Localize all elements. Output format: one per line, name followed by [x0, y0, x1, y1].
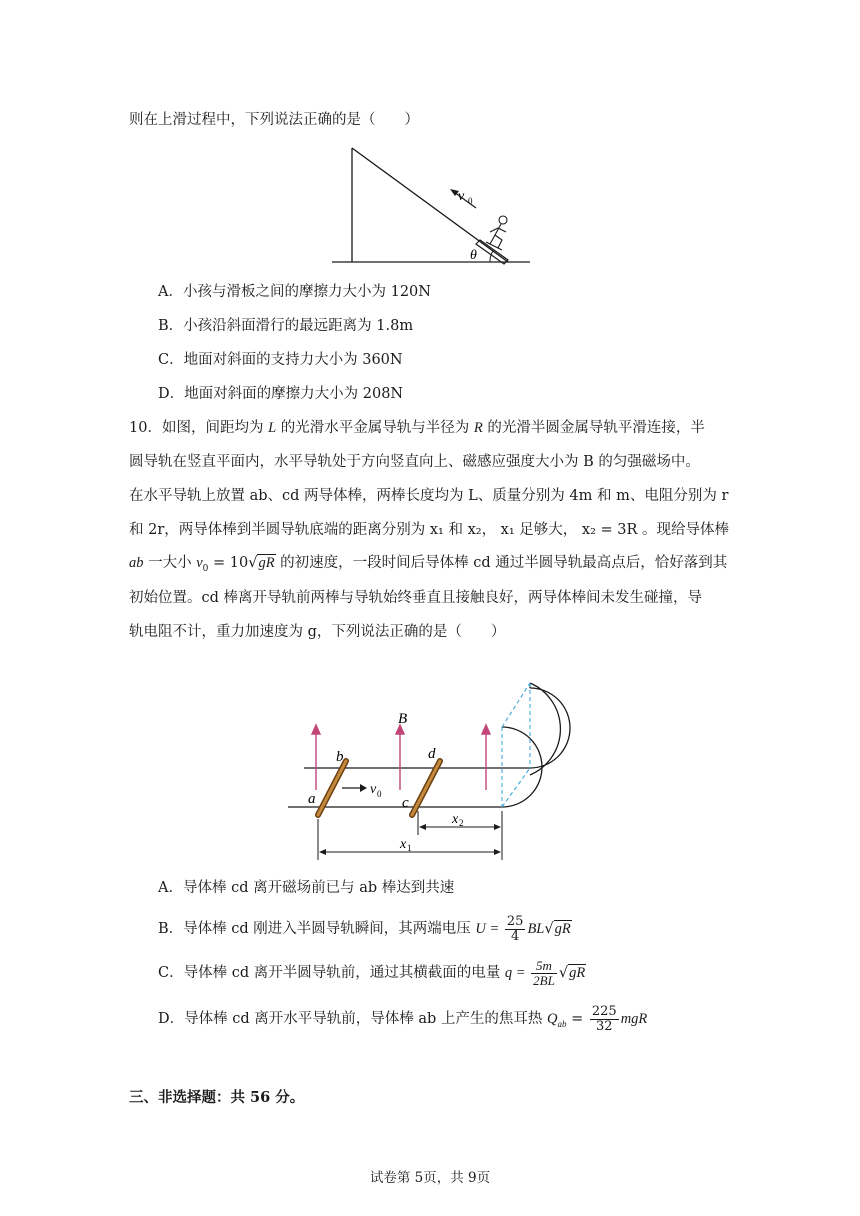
q10-line-4: 和 2r，两导体棒到半圆导轨底端的距离分别为 x₁ 和 x₂， x₁ 足够大， x₂ = 3R 。现给导体棒: [129, 522, 729, 538]
q10-line-6: 初始位置。cd 棒离开导轨前两棒与导轨始终垂直且接触良好，两导体棒间未发生碰撞，导: [129, 590, 703, 606]
section-3-heading: 三、非选择题：共 56 分。: [129, 1089, 305, 1106]
x1-sub: 1: [407, 843, 412, 853]
q10-line-3: 在水平导轨上放置 ab、cd 两导体棒，两棒长度均为 L、质量分别为 4m 和 m、电阻分别为 r: [129, 488, 729, 504]
q9-option-d: D．地面对斜面的摩擦力大小为 208N: [158, 386, 404, 402]
b-field-label: B: [398, 711, 408, 727]
q9-option-c: C．地面对斜面的支持力大小为 360N: [158, 352, 403, 368]
rail-figure: [280, 665, 610, 860]
x2-label: x: [452, 812, 459, 827]
theta-label: θ: [470, 248, 477, 263]
label-d: d: [428, 746, 436, 762]
v0-label: v: [458, 189, 465, 204]
q10-option-c: C．导体棒 cd 离开半圆导轨前，通过其横截面的电量 q = $\frac{5m}{2BL}$ √gR: [158, 957, 586, 988]
fig-v0-label: v: [370, 782, 377, 797]
x1-label: x: [400, 837, 407, 852]
q10-option-a: A．导体棒 cd 离开磁场前已与 ab 棒达到共速: [158, 880, 455, 896]
q10-option-d: D．导体棒 cd 离开水平导轨前，导体棒 ab 上产生的焦耳热 $Q_{ab}$ = $\frac{225}{32}$ mgR: [158, 1003, 648, 1034]
label-b: b: [336, 749, 344, 765]
q9-option-a: A．小孩与滑板之间的摩擦力大小为 120N: [158, 284, 431, 300]
q9-option-b: B．小孩沿斜面滑行的最远距离为 1.8m: [158, 318, 414, 334]
q10-line-5: ab 一大小 $v_0 = 10√gR$ 的初速度，一段时间后导体棒 cd 通过半圆导轨最高点后，恰好落到其: [129, 555, 728, 574]
q10-option-b: B．导体棒 cd 刚进入半圆导轨瞬间，其两端电压 U = $\frac{25}{4}$ BL√gR: [158, 913, 571, 944]
v0-sub: 0: [468, 196, 473, 206]
label-c: c: [402, 795, 409, 811]
q10-line-2: 圆导轨在竖直平面内，水平导轨处于方向竖直向上、磁感应强度大小为 B 的匀强磁场中。: [129, 454, 700, 470]
fig-v0-sub: 0: [377, 789, 382, 799]
page-footer: 试卷第 5页，共 9页: [369, 1170, 491, 1186]
q9-stem-tail: 则在上滑过程中，下列说法正确的是（ ）: [129, 112, 419, 128]
q10-line-7: 轨电阻不计，重力加速度为 g，下列说法正确的是（ ）: [129, 624, 506, 640]
incline-figure: [330, 140, 540, 268]
q10-line-1: 10．如图，间距均为 L 的光滑水平金属导轨与半径为 R 的光滑半圆金属导轨平滑连接，半: [129, 420, 705, 436]
x2-sub: 2: [459, 818, 464, 828]
label-a: a: [308, 791, 316, 807]
